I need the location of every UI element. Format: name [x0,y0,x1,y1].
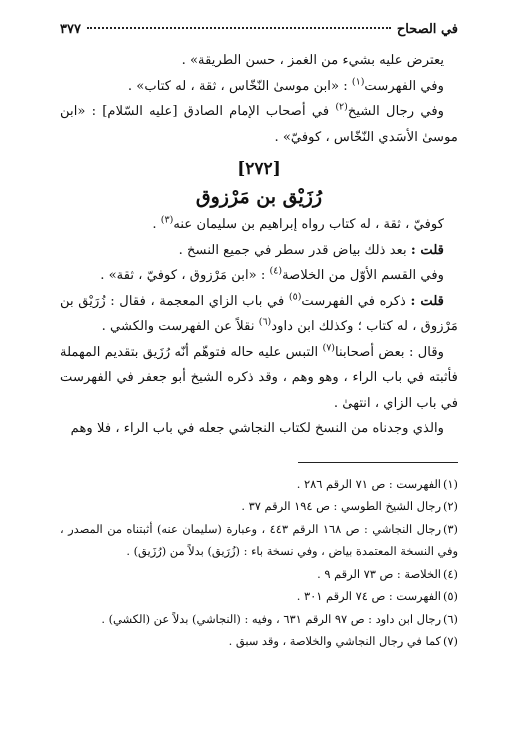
footnote-text: رجال الشيخ الطوسي : ص ١٩٤ الرقم ٣٧ . [241,499,441,513]
text-run: والذي وجدناه من النسخ لكتاب النجاشي جعله في باب الراء ، فلا وهم [70,421,444,436]
footnote-mark: (٦) [442,611,458,626]
text-run: في باب الزاي المعجمة ، فقال : زُرَيْق بن مَرْزوق ، له كتاب ؛ وكذلك ابن داود [60,293,458,334]
entry-title: رُزَيْق بن مَرْزوق [195,186,323,208]
text-run: : «ابن موسىٰ النّخّاس ، ثقة ، له كتاب» . [127,78,352,94]
text-run: وقال : بعض أصحابنا [335,344,444,360]
footnote-item [60,518,458,563]
footnote-item [60,608,458,631]
footnote-item [60,563,458,586]
entry-paragraph-e4 [60,289,458,340]
footnote-mark: (٧) [442,634,458,648]
text-run: وفي الفهرست [364,78,444,94]
footnote-item [60,495,458,518]
entry-paragraph-e2 [60,238,458,264]
text-run: في أصحاب الإمام الصادق [عليه السّلام] : «ابن موسىٰ الأسَدي النّخّاس ، كوفيّ» . [60,104,458,145]
footnote-text: رجال ابن داود : ص ٩٧ الرقم ٦٣١ ، وفيه : (النجاشي) بدلاً عن (الكشي) . [101,611,441,626]
footnote-text: الخلاصة : ص ٧٣ الرقم ٩ . [317,566,441,581]
footnote-text: رجال النجاشي : ص ١٦٨ الرقم ٤٤٣ ، وعبارة (سليمان عنه) أثبتناه من المصدر ، وفي النسخة المعتمدة بياض ، وفي نسخة باء : (زُرَيق) بدلاً من (رُزَيق) . [60,521,458,558]
paragraph-p2 [60,74,458,100]
footnote-reference: (١) [351,76,365,88]
header-dot-leader [87,27,391,29]
keyword: قلت : [410,242,444,258]
text-run: نقلاً عن الفهرست والكشي . [101,319,259,334]
footnote-text: الفهرست : ص ٧١ الرقم ٢٨٦ . [296,476,441,491]
entry-number: [٢٧٢] [237,159,281,179]
footnote-mark: (٢) [442,499,458,513]
text-run: وفي القسم الأوّل من الخلاصة [282,268,444,283]
text-run: . [152,217,161,232]
footnote-reference: (٧) [322,342,336,354]
text-run: وفي رجال الشيخ [347,104,445,119]
entry-paragraph-e3 [60,263,458,289]
footnote-mark: (٤) [442,566,458,581]
footnote-reference: (٣) [160,214,174,226]
running-title: في الصحاح [396,22,458,37]
footnote-mark: (١) [442,476,458,491]
footnote-text: كما في رجال النجاشي والخلاصة ، وقد سبق . [228,634,441,648]
text-run: بعد ذلك بياض قدر سطر في جميع النسخ . [178,242,411,258]
footnote-reference: (٢) [335,101,348,113]
page-number: ٣٧٧ [60,22,81,37]
body-text-top [60,48,458,150]
keyword: قلت : [410,293,444,309]
footnote-mark: (٣) [442,521,458,536]
running-header [60,22,458,42]
footnote-item [60,473,458,496]
footnote-mark: (٥) [442,589,458,603]
entry-paragraph-e5 [60,340,458,417]
footnote-item [60,630,458,653]
footnote-reference: (٦) [258,316,272,328]
entry-body-text [60,212,458,442]
book-page [60,22,458,653]
text-run: : «ابن مَرْزوق ، كوفيّ ، ثقة» . [100,268,270,283]
text-run: التبس عليه حاله فتوهّم أنّه رُزَيق بتقديم المهملة فأثبته في باب الراء ، وهو وهم ، وقد ذكره الشيخ أبو جعفر في الفهرست في باب الزاي ، انتهىٰ . [60,344,458,411]
footnote-reference: (٥) [288,291,302,303]
footnote-text: الفهرست : ص ٧٤ الرقم ٣٠١ . [296,589,441,603]
text-run: كوفيّ ، ثقة ، له كتاب رواه إبراهيم بن سليمان عنه [173,217,444,232]
entry-paragraph-e1 [60,212,458,238]
paragraph-p1 [60,48,458,74]
footnote-item [60,585,458,608]
footnotes [60,473,458,653]
footnote-separator [298,462,458,463]
footnote-reference: (٤) [269,265,283,277]
text-run: ذكره في الفهرست [301,293,411,309]
text-run: يعترض عليه بشيء من الغمز ، حسن الطريقة» . [181,53,444,68]
entry-paragraph-e6 [60,416,458,442]
paragraph-p3 [60,99,458,150]
